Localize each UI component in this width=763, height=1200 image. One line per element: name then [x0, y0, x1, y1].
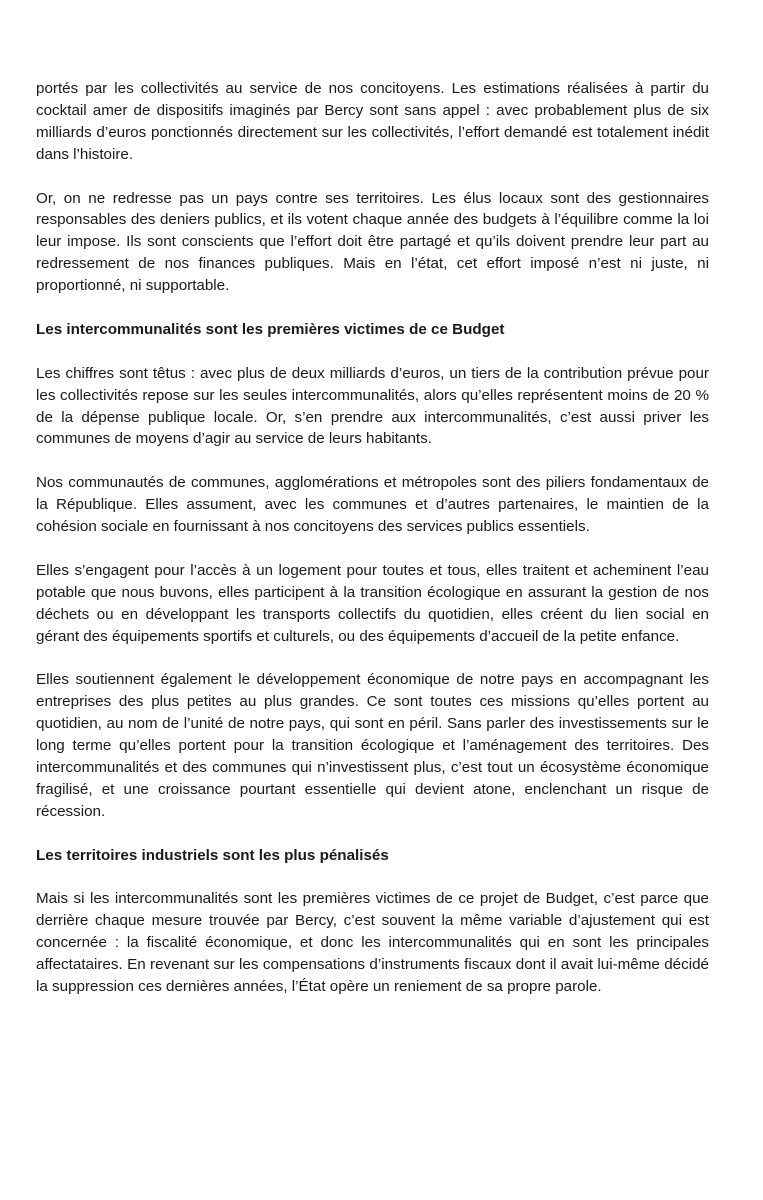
document-page	[36, 78, 709, 1020]
paragraph-territoires: Or, on ne redresse pas un pays contre ses territoires. Les élus locaux sont des gestionnaires responsables des deniers publics, et ils votent chaque année des budgets à l’équilibre comme la loi leur impose. Ils sont conscients que l’effort doit être partagé et qu’ils doivent prendre leur part au redressement de nos finances publiques. Mais en l’état, cet effort imposé n’est ni juste, ni proportionné, ni supportable.	[36, 189, 709, 295]
paragraph-effort-inedit: portés par les collectivités au service de nos concitoyens. Les estimations réalisées à partir du cocktail amer de dispositifs imaginés par Bercy sont sans appel : avec probablement plus de six milliards d’euros ponctionnés directement sur les collectivités, l’effort demandé est totalement inédit dans l’histoire.	[36, 80, 709, 163]
paragraph-developpement-economique: Elles soutiennent également le développement économique de notre pays en accompagnant les entreprises des plus petites au plus grandes. Ce sont toutes ces missions qu’elles portent au quotidien, au nom de l’unité de notre pays, qui sont en péril. Sans parler des investissements sur le long terme qu’elles portent pour la transition écologique et l’aménagement des territoires. Des intercommunalités et des communes qui n’investissent plus, c’est tout un écosystème économique fragilisé, et une croissance pourtant essentielle qui devient atone, enclenchant un risque de récession.	[36, 671, 709, 820]
paragraph-piliers: Nos communautés de communes, agglomérations et métropoles sont des piliers fondamentaux de la République. Elles assument, avec les communes et d’autres partenaires, le maintien de la cohésion sociale en fournissant à nos concitoyens des services publics essentiels.	[36, 474, 709, 536]
paragraph-fiscalite-economique: Mais si les intercommunalités sont les premières victimes de ce projet de Budget, c’est parce que derrière chaque mesure trouvée par Bercy, c’est souvent la même variable d’ajustement qui est concernée : la fiscalité économique, et donc les intercommunalités qui en sont les principales affectataires. En revenant sur les compensations d’instruments fiscaux dont il avait lui-même décidé la suppression ces dernières années, l’État opère un reniement de sa propre parole.	[36, 890, 709, 996]
section-heading-territoires-industriels: Les territoires industriels sont les plus pénalisés	[36, 846, 389, 864]
paragraph-chiffres: Les chiffres sont têtus : avec plus de deux milliards d’euros, un tiers de la contribution prévue pour les collectivités repose sur les seules intercommunalités, alors qu’elles représentent moins de 20 % de la dépense publique locale. Or, s’en prendre aux intercommunalités, c’est aussi priver les communes de moyens d’agir au service de leurs habitants.	[36, 364, 709, 448]
paragraph-engagements: Elles s’engagent pour l’accès à un logement pour toutes et tous, elles traitent et acheminent l’eau potable que nous buvons, elles participent à la transition écologique en assurant la gestion de nos déchets ou en développant les transports collectifs du quotidien, elles créent du lien social en gérant des équipements sportifs et culturels, ou des équipements d’accueil de la petite enfance.	[36, 561, 709, 645]
section-heading-intercommunalites: Les intercommunalités sont les premières victimes de ce Budget	[36, 320, 505, 338]
